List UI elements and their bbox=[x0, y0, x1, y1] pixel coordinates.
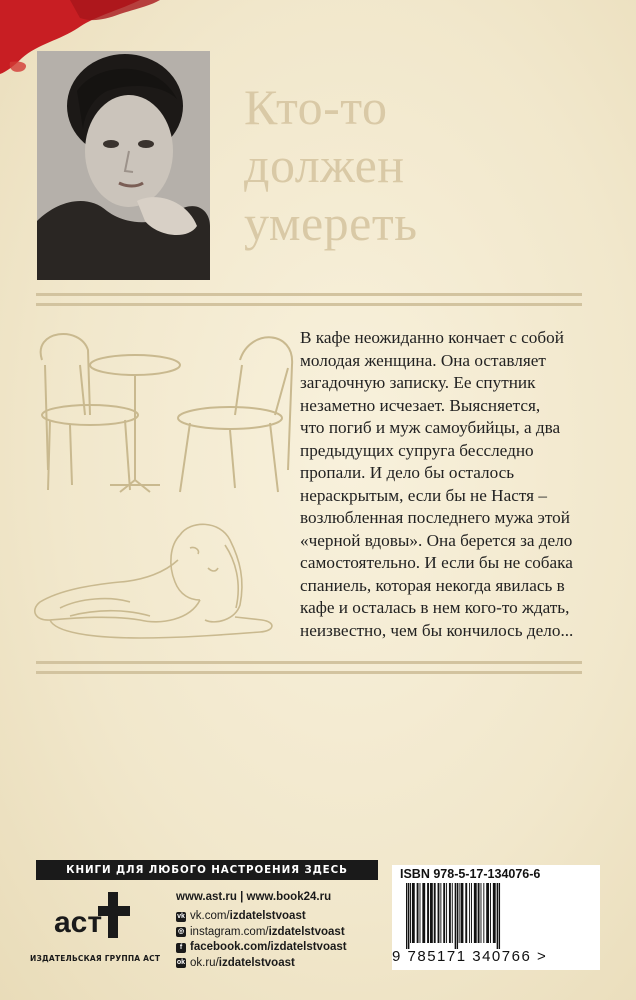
description-line: «черной вдовы». Она берется за дело bbox=[300, 530, 573, 550]
description-line: предыдущих супруга бесследно bbox=[300, 440, 534, 460]
divider-bottom-2 bbox=[36, 671, 582, 674]
description-line: возлюбленная последнего мужа этой bbox=[300, 508, 570, 527]
title-line-1: Кто-то bbox=[244, 79, 388, 135]
publisher-websites[interactable]: www.ast.ru | www.book24.ru bbox=[176, 891, 332, 903]
ast-logo-text: аст bbox=[54, 906, 103, 939]
title-line-2: должен bbox=[244, 137, 405, 193]
book-title bbox=[244, 78, 614, 252]
barcode bbox=[394, 883, 594, 949]
social-link-ok[interactable]: ok ok.ru/ izdatelstvoast bbox=[176, 956, 295, 969]
description-line: самостоятельно. И если бы не собака bbox=[300, 553, 573, 572]
vk-icon: vk bbox=[177, 912, 185, 920]
ast-logo bbox=[52, 888, 132, 946]
social-links bbox=[176, 909, 347, 971]
social-link-vk[interactable]: vk vk.com/ izdatelstvoast bbox=[177, 910, 306, 922]
description-line: молодая женщина. Она оставляет bbox=[300, 350, 546, 370]
description-line: незаметно исчезает. Выясняется, bbox=[300, 395, 541, 415]
cafe-table-and-dog-sketch bbox=[30, 320, 330, 650]
isbn-barcode-box bbox=[392, 865, 600, 970]
isbn-number: ISBN 978-5-17-134076-6 bbox=[400, 867, 541, 881]
description-line: неизвестно, чем бы кончилось дело... bbox=[300, 620, 574, 640]
barcode-digits: 9 785171 340766 > bbox=[392, 948, 548, 965]
facebook-icon: f bbox=[176, 943, 186, 953]
divider-top-2 bbox=[36, 303, 582, 306]
divider-top-1 bbox=[36, 293, 582, 296]
slogan-banner: КНИГИ ДЛЯ ЛЮБОГО НАСТРОЕНИЯ ЗДЕСЬ bbox=[36, 860, 378, 880]
publisher-caption: ИЗДАТЕЛЬСКАЯ ГРУППА АСТ bbox=[30, 954, 161, 963]
book-description bbox=[300, 327, 592, 642]
social-link-facebook[interactable]: f facebook.com/ izdatelstvoast bbox=[176, 940, 347, 956]
instagram-icon: ◎ bbox=[177, 928, 185, 936]
title-line-3: умереть bbox=[244, 195, 418, 251]
description-line: спаниель, которая некогда явилась в bbox=[300, 575, 565, 595]
description-line: пропали. И дело бы осталось bbox=[300, 463, 515, 482]
social-link-instagram[interactable]: ◎ instagram.com/ izdatelstvoast bbox=[177, 925, 345, 938]
description-line: загадочную записку. Ее спутник bbox=[300, 373, 536, 392]
author-photo bbox=[37, 51, 210, 280]
description-line: что погиб и муж самоубийцы, а два bbox=[300, 418, 561, 437]
divider-bottom-1 bbox=[36, 661, 582, 664]
description-line: В кафе неожиданно кончает с собой bbox=[300, 328, 564, 347]
description-line: кафе и осталась в нем кого-то ждать, bbox=[300, 598, 570, 617]
odnoklassniki-icon: ok bbox=[176, 959, 186, 967]
description-line: нераскрытым, если бы не Настя – bbox=[300, 485, 547, 505]
